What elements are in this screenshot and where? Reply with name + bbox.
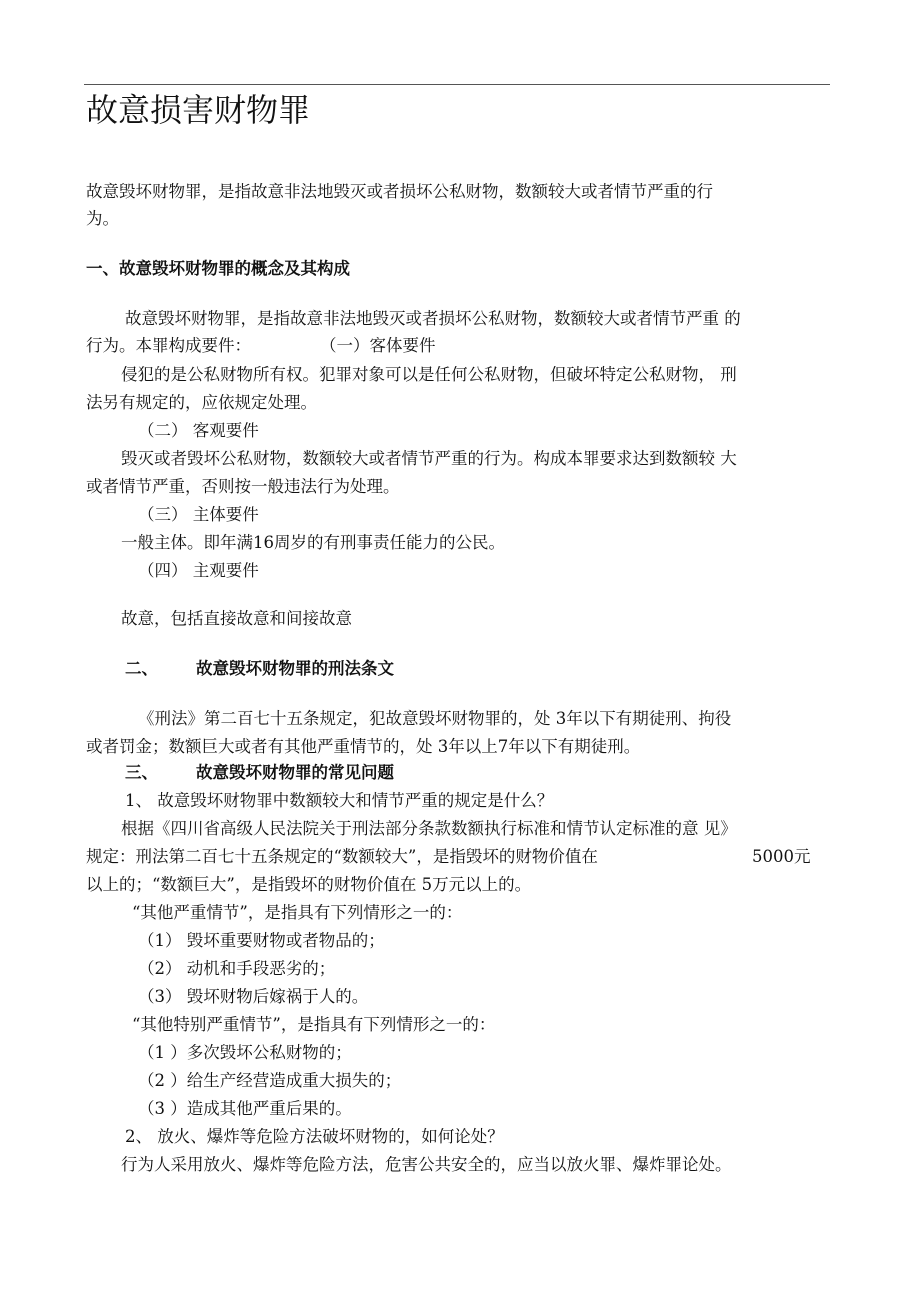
answer-1-line-1: 根据《四川省高级人民法院关于刑法部分条款数额执行标准和情节认定标准的意 见》 <box>121 819 737 838</box>
special-serious-item-2: （2 ）给生产经营造成重大损失的； <box>138 1071 402 1090</box>
objective-text-line-2: 或者情节严重，否则按一般违法行为处理。 <box>86 477 400 496</box>
section-2-heading: 故意毁坏财物罪的刑法条文 <box>196 659 394 678</box>
answer-1-amount: 5000元 <box>752 847 811 866</box>
answer-2: 行为人采用放火、爆炸等危险方法，危害公共安全的，应当以放火罪、爆炸罪论处。 <box>121 1155 732 1174</box>
special-serious-item-3: （3 ）造成其他严重后果的。 <box>138 1099 352 1118</box>
special-serious-item-1: （1 ）多次毁坏公私财物的； <box>138 1043 352 1062</box>
other-serious-item-2: （2） 动机和手段恶劣的； <box>138 959 336 978</box>
objective-text-line-1: 毁灭或者毁坏公私财物，数额较大或者情节严重的行为。构成本罪要求达到数额较 大 <box>121 449 737 468</box>
subject-text: 一般主体。即年满16周岁的有刑事责任能力的公民。 <box>121 533 505 552</box>
intro-line-2: 为。 <box>86 209 119 228</box>
section-1-heading: 一、故意毁坏财物罪的概念及其构成 <box>86 259 350 278</box>
subheading-subjective: （四） 主观要件 <box>138 561 259 580</box>
subheading-objective: （二） 客观要件 <box>138 421 259 440</box>
section-1-p1-line-1: 故意毁坏财物罪，是指故意非法地毁灭或者损坏公私财物，数额较大或者情节严重 的 <box>125 309 741 328</box>
subheading-subject: （三） 主体要件 <box>138 505 259 524</box>
intro-line-1: 故意毁坏财物罪，是指故意非法地毁灭或者损坏公私财物，数额较大或者情节严重的行 <box>86 182 713 201</box>
section-2-number: 二、 <box>125 659 158 678</box>
section-1-p1-line-2: 行为。本罪构成要件： <box>86 336 251 355</box>
subjective-text: 故意，包括直接故意和间接故意 <box>121 609 352 628</box>
special-serious-intro: “其他特别严重情节”，是指具有下列情形之一的： <box>132 1015 496 1034</box>
other-serious-item-3: （3） 毁坏财物后嫁祸于人的。 <box>138 987 369 1006</box>
other-serious-item-1: （1） 毁坏重要财物或者物品的； <box>138 931 385 950</box>
question-2: 2、 放火、爆炸等危险方法破坏财物的，如何论处？ <box>125 1127 504 1146</box>
header-rule <box>84 84 830 85</box>
section-2-text-line-2: 或者罚金；数额巨大或者有其他严重情节的，处 3年以上7年以下有期徒刑。 <box>86 737 641 756</box>
section-3-number: 三、 <box>125 763 158 782</box>
object-text-line-1: 侵犯的是公私财物所有权。犯罪对象可以是任何公私财物，但破坏特定公私财物， 刑 <box>121 365 737 384</box>
other-serious-intro: “其他严重情节”，是指具有下列情形之一的： <box>132 903 463 922</box>
object-text-line-2: 法另有规定的，应依规定处理。 <box>86 393 317 412</box>
question-1: 1、 故意毁坏财物罪中数额较大和情节严重的规定是什么？ <box>125 791 554 810</box>
section-2-text-line-1: 《刑法》第二百七十五条规定，犯故意毁坏财物罪的，处 3年以下有期徒刑、拘役 <box>138 709 732 728</box>
document-title: 故意损害财物罪 <box>86 91 311 129</box>
answer-1-line-3: 以上的；“数额巨大”，是指毁坏的财物价值在 5万元以上的。 <box>86 875 532 894</box>
answer-1-line-2: 规定：刑法第二百七十五条规定的“数额较大”，是指毁坏的财物价值在 <box>86 847 598 866</box>
section-3-heading: 故意毁坏财物罪的常见问题 <box>196 763 394 782</box>
subheading-object: （一）客体要件 <box>320 336 436 355</box>
